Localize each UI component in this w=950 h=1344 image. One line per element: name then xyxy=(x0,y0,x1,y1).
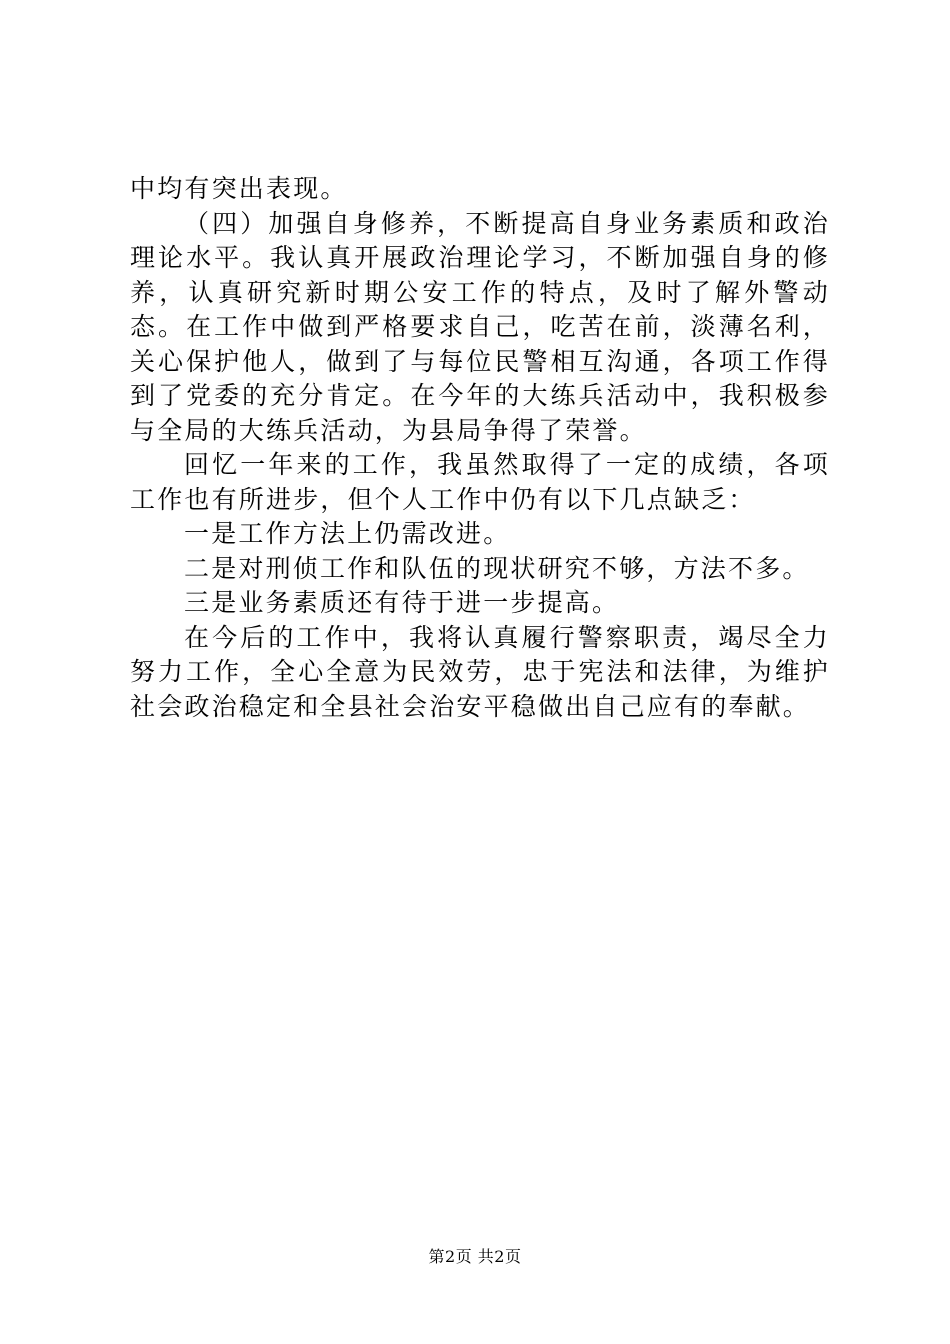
paragraph-continuation: 中均有突出表现。 xyxy=(130,174,348,203)
page-number-footer: 第2页 共2页 xyxy=(428,1247,522,1266)
paragraph-review: 回忆一年来的工作，我虽然取得了一定的成绩，各项工作也有所进步，但个人工作中仍有以下几点缺乏： xyxy=(130,450,830,514)
list-item-shortcoming-1: 一是工作方法上仍需改进。 xyxy=(184,519,511,548)
list-item-shortcoming-2: 二是对刑侦工作和队伍的现状研究不够，方法不多。 xyxy=(184,553,810,583)
paragraph-conclusion: 在今后的工作中，我将认真履行警察职责，竭尽全力努力工作，全心全意为民效劳，忠于宪法和法律，为维护社会政治稳定和全县社会治安平稳做出自己应有的奉献。 xyxy=(130,622,830,721)
paragraph-self-improvement: （四）加强自身修养，不断提高自身业务素质和政治理论水平。我认真开展政治理论学习，不断加强自身的修养，认真研究新时期公安工作的特点，及时了解外警动态。在工作中做到严格要求自己，吃苦在前，淡薄名利，关心保护他人，做到了与每位民警相互沟通，各项工作得到了党委的充分肯定。在今年的大练兵活动中，我积极参与全局的大练兵活动，为县局争得了荣誉。 xyxy=(130,208,830,445)
list-item-shortcoming-3: 三是业务素质还有待于进一步提高。 xyxy=(184,588,620,617)
document-body xyxy=(130,172,830,724)
